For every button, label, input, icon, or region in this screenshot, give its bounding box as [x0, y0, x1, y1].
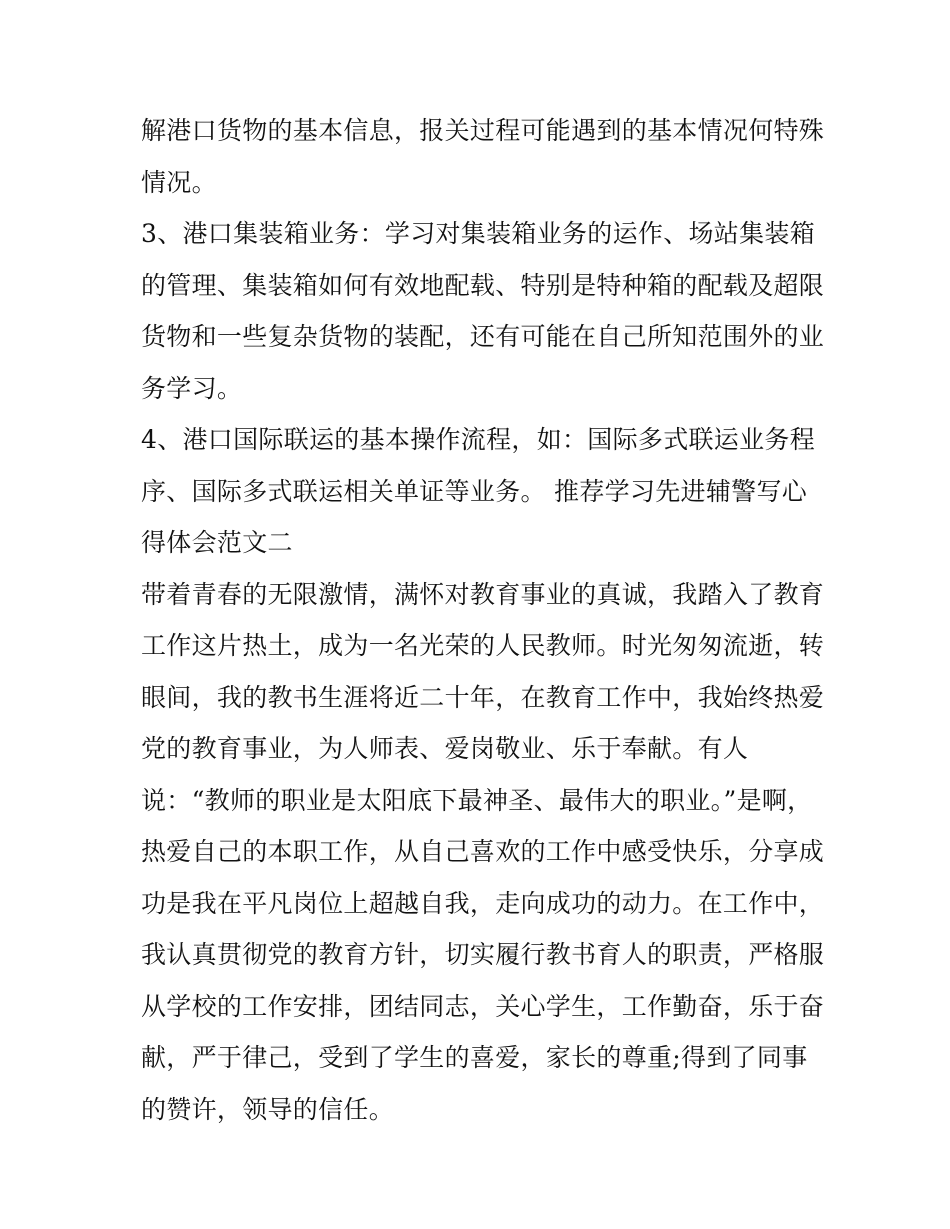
text-line: 热爱自己的本职工作，从自己喜欢的工作中感受快乐，分享成 — [141, 837, 825, 866]
text-line: 解港口货物的基本信息，报关过程可能遇到的基本情况何特殊 — [141, 116, 825, 145]
text-line: 说：“教师的职业是太阳底下最神圣、最伟大的职业。”是啊， — [141, 785, 813, 815]
text-line: 货物和一些复杂货物的装配，还有可能在自己所知范围外的业 — [141, 322, 825, 351]
text-line: 功是我在平凡岗位上超越自我，走向成功的动力。在工作中， — [141, 888, 825, 918]
text-line: 从学校的工作安排，团结同志，关心学生，工作勤奋，乐于奋 — [141, 991, 825, 1021]
section-title-line: 得体会范文二 — [141, 528, 293, 557]
text-line: 党的教育事业，为人师表、爱岗敬业、乐于奉献。有人 — [141, 734, 749, 763]
text-line: 的赞许，领导的信任。 — [141, 1094, 395, 1124]
text-line: 献，严于律己，受到了学生的喜爱，家长的尊重;得到了同事 — [141, 1043, 808, 1072]
text-line: 我认真贯彻党的教育方针，切实履行教书育人的职责，严格服 — [141, 940, 825, 969]
text-line: 务学习。 — [141, 373, 243, 403]
text-line: 4、港口国际联运的基本操作流程，如：国际多式联运业务程 — [141, 425, 816, 454]
text-line: 的管理、集装箱如何有效地配载、特别是特种箱的配载及超限 — [141, 270, 825, 300]
text-line: 带着青春的无限激情，满怀对教育事业的真诚，我踏入了教育 — [141, 579, 825, 609]
body-text — [141, 105, 831, 1135]
text-line: 3、港口集装箱业务：学习对集装箱业务的运作、场站集装箱 — [141, 219, 816, 248]
text-line: 眼间，我的教书生涯将近二十年，在教育工作中，我始终热爱 — [141, 682, 825, 712]
text-line: 工作这片热土，成为一名光荣的人民教师。时光匆匆流逝，转 — [141, 631, 825, 660]
text-line: 情况。 — [141, 167, 217, 197]
text-line: 序、国际多式联运相关单证等业务。 推荐学习先进辅警写心 — [141, 476, 808, 506]
